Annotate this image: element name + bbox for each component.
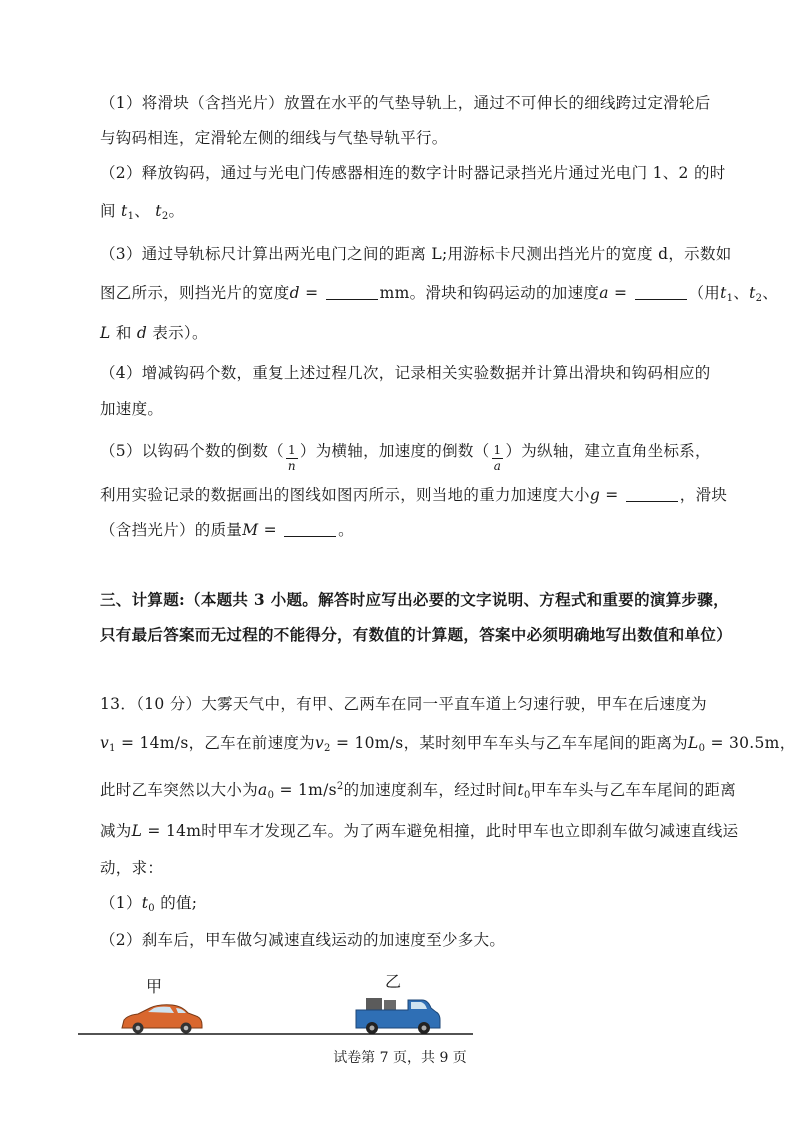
answer-blank-a[interactable] bbox=[635, 285, 687, 300]
q12-step4-line2: 加速度。 bbox=[100, 400, 164, 418]
sub-2: 2 bbox=[161, 211, 169, 222]
var-a: a bbox=[599, 284, 609, 302]
cars-illustration bbox=[78, 970, 478, 1045]
text: （含挡光片）的质量 bbox=[100, 521, 243, 539]
frac-den: a bbox=[493, 459, 502, 473]
value: = 10m/s bbox=[330, 734, 404, 752]
label-yi: 乙 bbox=[385, 972, 402, 991]
var-d: d bbox=[289, 284, 300, 302]
var-t1: t bbox=[121, 202, 128, 220]
car-icon bbox=[122, 1005, 202, 1034]
text: 利用实验记录的数据画出的图线如图丙所示，则当地的重力加速度大小 bbox=[100, 486, 590, 504]
frac-den: n bbox=[287, 459, 296, 473]
var-L: L bbox=[131, 822, 143, 840]
var-t2: t bbox=[749, 284, 756, 302]
section3-heading-line1: 三、计算题:（本题共 3 小题。解答时应写出必要的文字说明、方程式和重要的演算步骤， bbox=[100, 590, 729, 609]
answer-blank-g[interactable] bbox=[626, 487, 678, 502]
sub-1: 1 bbox=[109, 743, 116, 754]
text: ， bbox=[779, 734, 796, 752]
var-t0: t bbox=[141, 894, 149, 912]
var-d: d bbox=[136, 324, 148, 342]
q13-figure bbox=[78, 970, 478, 1045]
end: 。 bbox=[168, 202, 185, 220]
text: 图乙所示，则挡光片的宽度 bbox=[100, 284, 290, 302]
text: ，滑块 bbox=[679, 486, 728, 504]
var-t2: t bbox=[155, 202, 162, 220]
sep: 、 bbox=[733, 284, 750, 302]
q13-part1 bbox=[100, 892, 710, 920]
q13-line2 bbox=[100, 732, 796, 760]
label-jia: 甲 bbox=[146, 977, 163, 996]
q12-step4-line1: （4）增减钩码个数，重复上述过程几次，记录相关实验数据并计算出滑块和钩码相应的 bbox=[100, 364, 711, 382]
q12-step2-line2 bbox=[100, 200, 710, 228]
sup-2: 2 bbox=[336, 781, 344, 792]
truck-icon bbox=[356, 998, 440, 1034]
eq: = bbox=[299, 284, 324, 302]
sub-0: 0 bbox=[148, 903, 155, 914]
sub-1: 1 bbox=[726, 293, 734, 304]
var-t0: t bbox=[517, 781, 524, 799]
q12-step2-line1: （2）释放钩码，通过与光电门传感器相连的数字计时器记录挡光片通过光电门 1、2 的时 bbox=[100, 164, 726, 182]
sep: 、 bbox=[762, 284, 779, 302]
sub-0: 0 bbox=[523, 790, 531, 801]
var-L: L bbox=[100, 324, 111, 342]
section3-heading-line2: 只有最后答案而无过程的不能得分，有数值的计算题，答案中必须明确地写出数值和单位） bbox=[100, 625, 733, 644]
q13-line3 bbox=[100, 776, 737, 807]
q12-step3-line2 bbox=[100, 282, 779, 310]
value: = 30.5m bbox=[705, 734, 780, 752]
text: 甲车车头与乙车车尾间的距离 bbox=[530, 781, 737, 799]
fraction-1-over-a bbox=[492, 443, 504, 474]
sub-1: 1 bbox=[127, 211, 135, 222]
text: 间 bbox=[100, 202, 116, 220]
text: 。 bbox=[338, 521, 354, 539]
value: = 1m/s bbox=[274, 781, 337, 799]
sub-0: 0 bbox=[267, 790, 275, 801]
sub-2: 2 bbox=[755, 293, 763, 304]
eq: = bbox=[608, 284, 633, 302]
q13-line1: 13．（10 分）大雾天气中，有甲、乙两车在同一平直车道上匀速行驶，甲车在后速度为 bbox=[100, 695, 707, 713]
q13-line5: 动，求： bbox=[100, 859, 164, 877]
var-v1: v bbox=[100, 734, 110, 752]
var-L0: L bbox=[687, 734, 699, 752]
q13-part2: （2）刹车后，甲车做匀减速直线运动的加速度至少多大。 bbox=[100, 931, 506, 949]
answer-blank-M[interactable] bbox=[284, 522, 336, 537]
text: ）为横轴，加速度的倒数（ bbox=[299, 442, 490, 460]
text: 表示）。 bbox=[147, 324, 208, 342]
q12-step5-line2 bbox=[100, 484, 728, 506]
fraction-1-over-n bbox=[286, 443, 298, 474]
text: 的加速度刹车，经过时间 bbox=[343, 781, 518, 799]
eq: = bbox=[600, 486, 624, 504]
q12-step1-line2: 与钩码相连，定滑轮左侧的细线与气垫导轨平行。 bbox=[100, 129, 448, 147]
text: ，乙车在前速度为 bbox=[188, 734, 315, 752]
var-a0: a bbox=[258, 781, 268, 799]
text: （1） bbox=[100, 894, 142, 912]
var-t1: t bbox=[720, 284, 727, 302]
q12-step3-line3 bbox=[100, 322, 710, 344]
page-footer: 试卷第 7 页，共 9 页 bbox=[333, 1050, 467, 1066]
var-M: M bbox=[242, 521, 259, 539]
frac-num: 1 bbox=[287, 443, 296, 457]
eq: = bbox=[258, 521, 283, 539]
frac-num: 1 bbox=[493, 443, 502, 457]
var-g: g bbox=[589, 486, 601, 504]
text: 和 bbox=[110, 324, 137, 342]
sep: 、 bbox=[134, 202, 151, 220]
text: （用 bbox=[688, 284, 721, 302]
answer-blank-d[interactable] bbox=[326, 285, 378, 300]
text: （5）以钩码个数的倒数（ bbox=[100, 442, 284, 460]
q12-step5-line3 bbox=[100, 519, 710, 541]
text: 减为 bbox=[100, 822, 132, 840]
var-v2: v bbox=[314, 734, 325, 752]
q12-step1-line1: （1）将滑块（含挡光片）放置在水平的气垫导轨上，通过不可伸长的细线跨过定滑轮后 bbox=[100, 94, 711, 112]
q13-line4 bbox=[100, 820, 739, 842]
q12-step5-line1 bbox=[100, 440, 710, 474]
value: = 14m/s bbox=[115, 734, 189, 752]
text: 此时乙车突然以大小为 bbox=[100, 781, 259, 799]
q12-step3-line1: （3）通过导轨标尺计算出两光电门之间的距离 L;用游标卡尺测出挡光片的宽度 d，示数如 bbox=[100, 245, 732, 263]
value: = 14m bbox=[142, 822, 202, 840]
text: ）为纵轴，建立直角坐标系， bbox=[505, 442, 711, 460]
sub-0: 0 bbox=[698, 743, 706, 754]
text: 时甲车才发现乙车。为了两车避免相撞，此时甲车也立即刹车做匀减速直线运 bbox=[201, 822, 739, 840]
text: 的值; bbox=[154, 894, 198, 912]
sub-2: 2 bbox=[324, 743, 331, 754]
text: mm。滑块和钩码运动的加速度 bbox=[379, 284, 600, 302]
text: ，某时刻甲车车头与乙车车尾间的距离为 bbox=[403, 734, 688, 752]
